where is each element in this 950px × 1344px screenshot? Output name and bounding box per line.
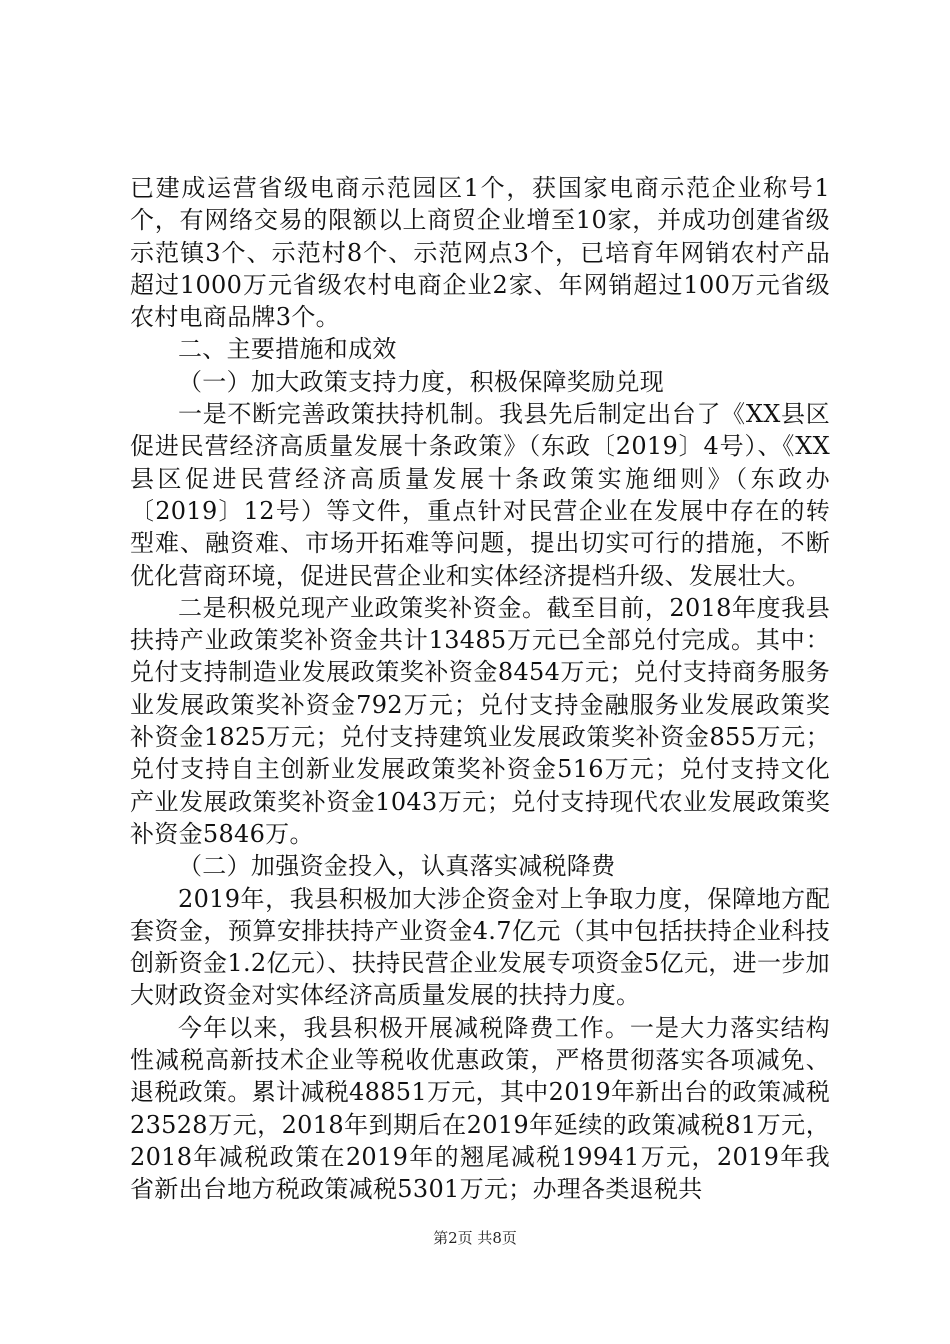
paragraph-tax-reduction: 今年以来，我县积极开展减税降费工作。一是大力落实结构性减税高新技术企业等税收优惠政策，严格贯彻落实各项减免、退税政策。累计减税48851万元，其中2019年新出台的政策减税23528万元，2018年到期后在2019年延续的政策减税81万元，2018年减税政策在2019年的翘尾减税19941万元，2019年我省新出台地方税政策减税5301万元；办理各类退税共 bbox=[130, 1013, 830, 1204]
document-body bbox=[130, 172, 830, 1206]
paragraph-fund-2019: 2019年，我县积极加大涉企资金对上争取力度，保障地方配套资金，预算安排扶持产业资金4.7亿元（其中包括扶持企业科技创新资金1.2亿元）、扶持民营企业发展专项资金5亿元，进一步加大财政资金对实体经济高质量发展的扶持力度。 bbox=[130, 884, 830, 1010]
subsection-heading-fund-investment: （二）加强资金投入，认真落实减税降费 bbox=[178, 852, 616, 881]
subsection-heading-policy-support: （一）加大政策支持力度，积极保障奖励兑现 bbox=[178, 367, 664, 396]
paragraph-ecommerce-results: 已建成运营省级电商示范园区1个，获国家电商示范企业称号1个，有网络交易的限额以上商贸企业增至10家，并成功创建省级示范镇3个、示范村8个、示范网点3个，已培育年网销农村产品超过1000万元省级农村电商企业2家、年网销超过100万元省级农村电商品牌3个。 bbox=[130, 174, 830, 332]
paragraph-subsidy-funds: 二是积极兑现产业政策奖补资金。截至目前，2018年度我县扶持产业政策奖补资金共计13485万元已全部兑付完成。其中：兑付支持制造业发展政策奖补资金8454万元；兑付支持商务服务业发展政策奖补资金792万元；兑付支持金融服务业发展政策奖补资金1825万元；兑付支持建筑业发展政策奖补资金855万元；兑付支持自主创新业发展政策奖补资金516万元；兑付支持文化产业发展政策奖补资金1043万元；兑付支持现代农业发展政策奖补资金5846万。 bbox=[130, 593, 830, 848]
page-number-footer: 第2页 共8页 bbox=[433, 1229, 517, 1247]
section-heading-main-measures: 二、主要措施和成效 bbox=[178, 335, 397, 364]
paragraph-policy-mechanism: 一是不断完善政策扶持机制。我县先后制定出台了《XX县区促进民营经济高质量发展十条政策》（东政〔2019〕4号）、《XX县区促进民营经济高质量发展十条政策实施细则》（东政办〔2019〕12号）等文件，重点针对民营企业在发展中存在的转型难、融资难、市场开拓难等问题，提出切实可行的措施，不断优化营商环境，促进民营企业和实体经济提档升级、发展壮大。 bbox=[130, 400, 830, 590]
